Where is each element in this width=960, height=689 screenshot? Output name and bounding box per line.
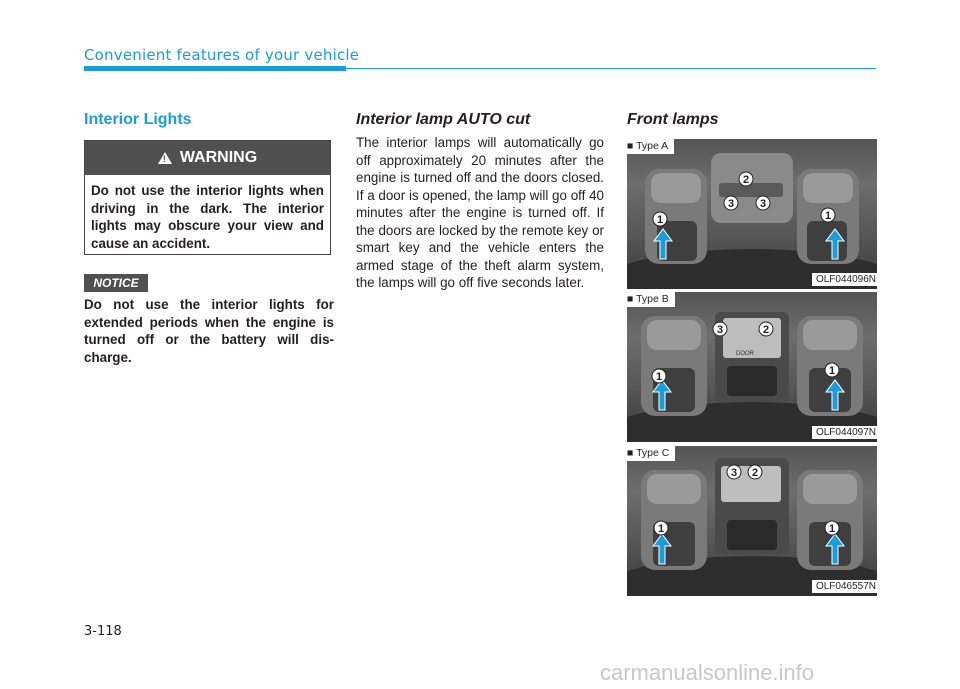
warning-box — [84, 140, 331, 255]
figure-type-a — [627, 139, 877, 289]
callout-3: 3 — [760, 198, 767, 210]
callout-1: 1 — [829, 523, 836, 535]
header-bar — [84, 66, 346, 71]
callout-1: 1 — [829, 365, 836, 377]
notice-badge: NOTICE — [84, 274, 148, 292]
figure-code: OLF044096N — [812, 273, 877, 286]
door-button-label: DOOR — [736, 351, 754, 357]
section-title-interior-lights: Interior Lights — [84, 111, 192, 128]
section-title-auto-cut: Interior lamp AUTO cut — [356, 111, 531, 128]
figure-code: OLF044097N — [812, 426, 877, 439]
auto-cut-text: The interior lamps will automatically go off approximately 20 minutes after the engine is turned off and the doors closed. If a door is opened, the lamp will go off 40 minutes after the engine is turned off. If the doors are locked by the remote key or smart key and the vehicle enters the armed stage of the theft alarm system, the lamps will go off five seconds later. — [356, 135, 604, 290]
callout-1: 1 — [656, 371, 663, 383]
overhead-console-illustration-b — [627, 292, 877, 442]
header-rule — [346, 68, 876, 69]
figure-type-label: ■ Type C — [627, 446, 675, 461]
callout-2: 2 — [752, 467, 759, 479]
section-title-front-lamps: Front lamps — [627, 111, 719, 128]
overhead-console-illustration-a — [627, 139, 877, 289]
figure-type-b — [627, 292, 877, 442]
callout-3: 3 — [717, 324, 724, 336]
callout-3: 3 — [728, 198, 735, 210]
notice-text: Do not use the interior lights for extended periods when the engine is turned off or the battery will dis-charge. — [84, 297, 334, 365]
watermark: carmanualsonline.info — [600, 660, 815, 685]
overhead-console-illustration-c — [627, 446, 877, 596]
figure-type-c — [627, 446, 877, 596]
warning-label: WARNING — [179, 149, 258, 166]
warning-text: Do not use the interior lights when driving in the dark. The interior lights may obscure your view and cause an accident. — [91, 183, 324, 251]
callout-1: 1 — [658, 523, 665, 535]
warning-triangle-icon — [158, 152, 172, 164]
callout-1: 1 — [825, 210, 832, 222]
header-title: Convenient features of your vehicle — [84, 46, 360, 64]
warning-header — [85, 141, 330, 175]
figure-code: OLF046557N — [812, 580, 877, 593]
figure-type-label: ■ Type B — [627, 292, 675, 307]
callout-3: 3 — [731, 467, 738, 479]
callout-1: 1 — [657, 214, 664, 226]
figure-type-label: ■ Type A — [627, 139, 674, 154]
callout-2: 2 — [763, 324, 770, 336]
page-number: 3-118 — [84, 624, 122, 639]
callout-2: 2 — [743, 174, 750, 186]
